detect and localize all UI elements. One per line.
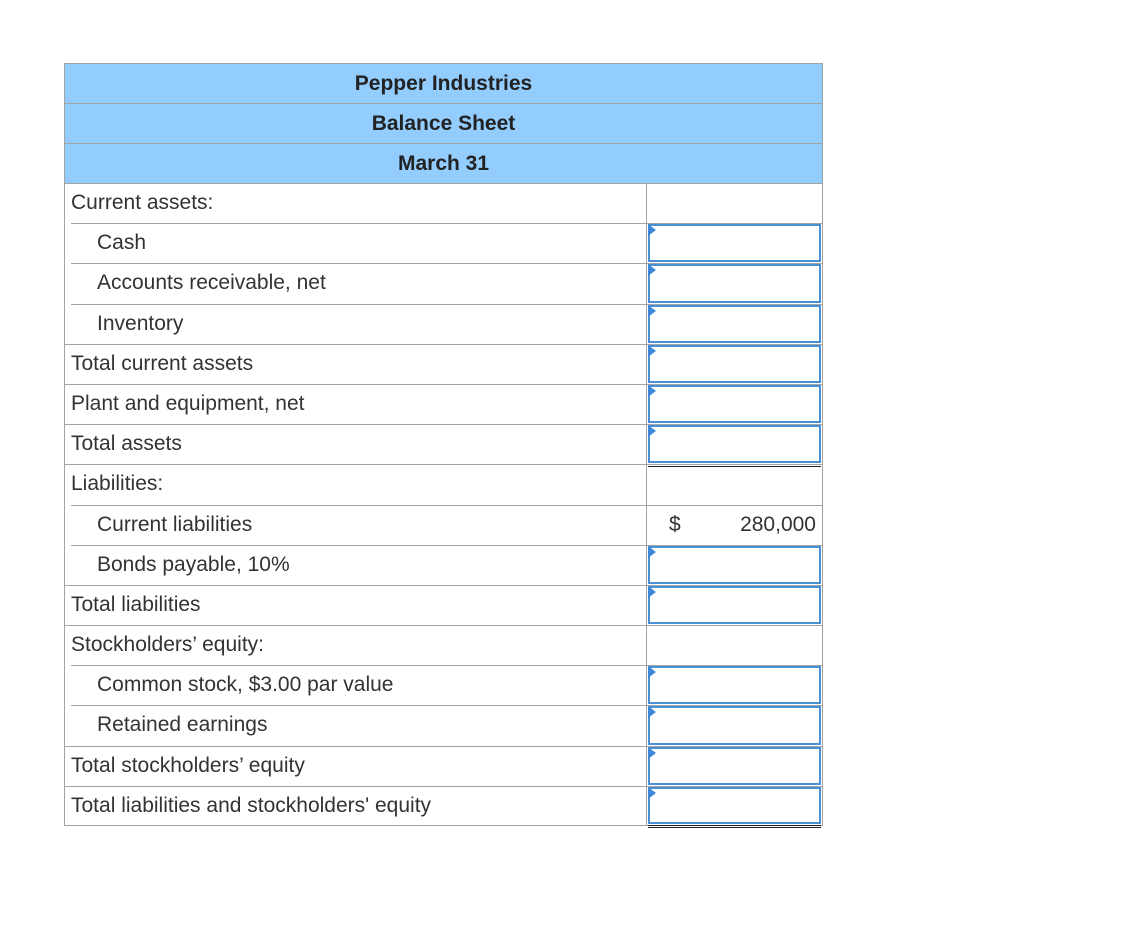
row-label: Total liabilities	[65, 585, 646, 625]
inventory-input[interactable]	[648, 305, 821, 343]
row-stockholders-equity-heading	[65, 625, 822, 665]
amount-cell	[646, 304, 822, 344]
amount-cell-empty	[646, 625, 822, 665]
amount-cell	[646, 505, 822, 545]
amount-cell	[646, 665, 822, 705]
statement-title: Balance Sheet	[65, 103, 822, 143]
retained-earnings-input[interactable]	[648, 706, 821, 744]
statement-date: March 31	[65, 143, 822, 183]
row-label: Total current assets	[65, 344, 646, 384]
amount-cell	[646, 705, 822, 745]
row-label: Liabilities:	[65, 464, 646, 504]
amount-cell	[646, 786, 822, 825]
row-label: Total stockholders’ equity	[65, 746, 646, 786]
dropdown-marker-icon[interactable]	[648, 224, 656, 236]
amount-cell	[646, 223, 822, 263]
row-current-liabilities	[65, 505, 822, 545]
amount-cell	[646, 746, 822, 786]
dropdown-marker-icon[interactable]	[648, 586, 656, 598]
row-label: Inventory	[65, 304, 646, 344]
dropdown-marker-icon[interactable]	[648, 546, 656, 558]
company-name: Pepper Industries	[65, 63, 822, 103]
row-total-assets	[65, 424, 822, 464]
dropdown-marker-icon[interactable]	[648, 747, 656, 759]
row-label: Current assets:	[65, 183, 646, 223]
row-plant-equipment	[65, 384, 822, 424]
amount-cell	[646, 384, 822, 424]
plant-equipment-input[interactable]	[648, 385, 821, 423]
common-stock-input[interactable]	[648, 666, 821, 704]
current-liabilities-value: 280,000	[740, 512, 816, 536]
amount-cell	[646, 344, 822, 384]
dropdown-marker-icon[interactable]	[648, 425, 656, 437]
row-bonds-payable	[65, 545, 822, 585]
row-total-liabilities-equity	[65, 786, 822, 826]
dropdown-marker-icon[interactable]	[648, 787, 656, 799]
row-label: Bonds payable, 10%	[65, 545, 646, 585]
row-retained-earnings	[65, 705, 822, 745]
row-total-liabilities	[65, 585, 822, 625]
dropdown-marker-icon[interactable]	[648, 706, 656, 718]
bonds-payable-input[interactable]	[648, 546, 821, 584]
row-label: Cash	[65, 223, 646, 263]
amount-cell	[646, 545, 822, 585]
row-label: Stockholders’ equity:	[65, 625, 646, 665]
dropdown-marker-icon[interactable]	[648, 305, 656, 317]
row-inventory	[65, 304, 822, 344]
total-current-assets-input[interactable]	[648, 345, 821, 383]
row-label: Current liabilities	[65, 505, 646, 545]
row-common-stock	[65, 665, 822, 705]
dropdown-marker-icon[interactable]	[648, 666, 656, 678]
row-label: Retained earnings	[65, 705, 646, 745]
accounts-receivable-input[interactable]	[648, 264, 821, 302]
double-underline	[648, 825, 821, 828]
row-label: Total assets	[65, 424, 646, 464]
total-stockholders-equity-input[interactable]	[648, 747, 821, 785]
dropdown-marker-icon[interactable]	[648, 385, 656, 397]
row-total-current-assets	[65, 344, 822, 384]
amount-cell	[646, 263, 822, 303]
row-accounts-receivable	[65, 263, 822, 303]
dropdown-marker-icon[interactable]	[648, 345, 656, 357]
amount-cell-empty	[646, 464, 822, 504]
balance-sheet-table	[64, 63, 823, 826]
row-label: Accounts receivable, net	[65, 263, 646, 303]
row-total-stockholders-equity	[65, 746, 822, 786]
amount-cell	[646, 424, 822, 464]
dropdown-marker-icon[interactable]	[648, 264, 656, 276]
row-label: Plant and equipment, net	[65, 384, 646, 424]
amount-cell	[646, 585, 822, 625]
cash-input[interactable]	[648, 224, 821, 262]
total-assets-input[interactable]	[648, 425, 821, 463]
row-label: Total liabilities and stockholders' equity	[65, 786, 646, 825]
row-cash	[65, 223, 822, 263]
row-current-assets-heading	[65, 183, 822, 223]
row-liabilities-heading	[65, 464, 822, 504]
total-liabilities-input[interactable]	[648, 586, 821, 624]
row-label: Common stock, $3.00 par value	[65, 665, 646, 705]
amount-cell-empty	[646, 183, 822, 223]
currency-symbol: $	[669, 512, 681, 536]
total-liabilities-equity-input[interactable]	[648, 787, 821, 824]
